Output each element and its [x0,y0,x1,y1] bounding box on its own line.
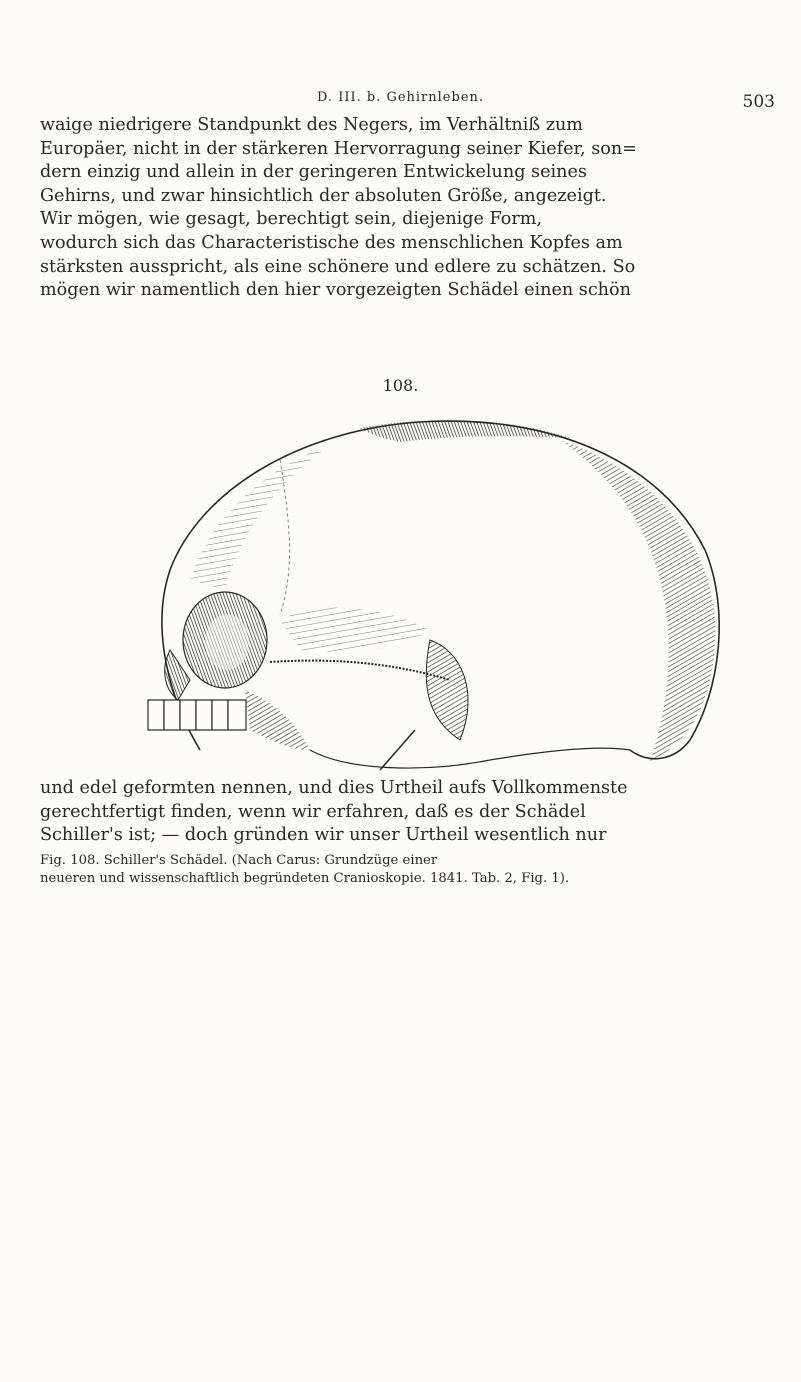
paragraph-top [40,114,780,303]
text-line: gerechtfertigt finden, wenn wir erfahren, daß es der Schädel [40,801,586,822]
text-line: Europäer, nicht in der stärkeren Hervorragung seiner Kiefer, son= [40,138,637,159]
running-head [0,90,801,112]
occipital-shading [560,440,715,762]
text-line: mögen wir namentlich den hier vorgezeigten Schädel einen schön [40,280,631,301]
text-line: Gehirns, und zwar hinsichtlich der absoluten Größe, angezeigt. [40,185,607,206]
running-title: D. III. b. Gehirnleben. [316,90,485,105]
skull-engraving [130,400,730,772]
text-line: dern einzig und allein in der geringeren Entwickelung seines [40,162,587,183]
skull-base [310,748,630,768]
eye-socket-inner [205,614,249,670]
page-number: 503 [742,92,775,112]
caption-line: neueren und wissenschaftlich begründeten Cranioskopie. 1841. Tab. 2, Fig. 1). [40,871,570,886]
zygomatic-arch [270,661,450,680]
temporal-shading [280,608,430,652]
text-line: Wir mögen, wie gesagt, berechtigt sein, diejenige Form, [40,209,543,230]
forehead-shading [190,445,330,590]
text-line: waige niedrigere Standpunkt des Negers, im Verhältniß zum [40,115,583,135]
caption-line: Fig. 108. Schiller's Schädel. (Nach Carus: Grundzüge einer [40,853,438,868]
figure-caption [40,852,780,888]
figure-number: 108. [382,376,419,395]
paragraph-bottom [40,777,780,848]
crown-shading [360,420,570,442]
text-line: wodurch sich das Characteristische des menschlichen Kopfes am [40,232,623,253]
upper-teeth [148,700,246,730]
mastoid-process [426,640,468,740]
text-line: und edel geformten nennen, und dies Urtheil aufs Vollkommenste [40,778,628,798]
styloid-line [380,730,415,770]
text-line: Schiller's ist; — doch gründen wir unser Urtheil wesentlich nur [40,825,607,846]
text-line: stärksten ausspricht, als eine schönere und edlere zu schätzen. So [40,256,636,277]
maxilla-shading [245,690,310,750]
